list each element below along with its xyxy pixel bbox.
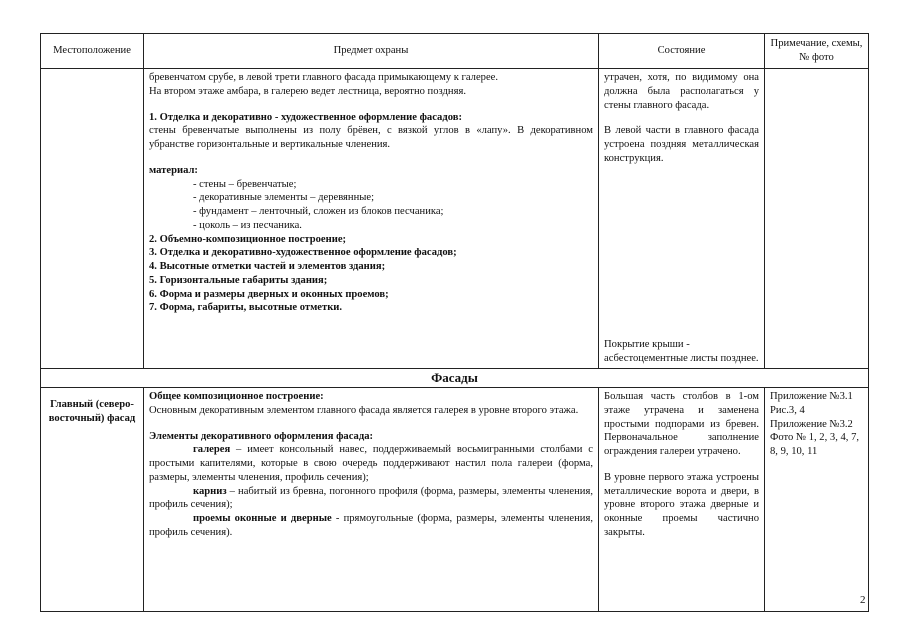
- section-row: [41, 369, 869, 388]
- subject-line: На втором этаже амбара, в галерею ведет лестница, вероятно поздняя.: [149, 85, 466, 97]
- protection-item: 3. Отделка и декоративно-художественное оформление фасадов;: [149, 247, 457, 259]
- condition-text: утрачен, хотя, по видимому она должна была располагаться у стены главного фасада.: [604, 72, 759, 111]
- note-cell-empty: [765, 69, 869, 369]
- finish-text: стены бревенчатые выполнены из полу брёвен, с вязкой углов в «лапу». В декоративном убранстве горизонтальные и вертикальные членения.: [149, 125, 593, 151]
- note-line: Приложение №3.2: [770, 418, 853, 430]
- header-condition: Состояние: [599, 34, 765, 69]
- note-line: Приложение №3.1: [770, 391, 853, 402]
- table-row: [41, 69, 869, 369]
- protection-item: 2. Объемно-композиционное построение;: [149, 233, 347, 245]
- note-line: Фото № 1, 2, 3, 4, 7, 8, 9, 10, 11: [770, 432, 860, 458]
- finish-title: 1. Отделка и декоративно - художественное оформление фасадов:: [149, 111, 462, 123]
- condition-text: В уровне первого этажа устроены металлические ворота и двери, в уровне второго этажа дверные и оконные проемы частично закрыты.: [604, 471, 759, 538]
- cornice-paragraph: [149, 485, 593, 513]
- composition-text: Основным декоративным элементом главного фасада является галерея в уровне второго этажа.: [149, 404, 579, 416]
- section-title: Фасады: [41, 369, 869, 388]
- composition-title: Общее композиционное построение:: [149, 391, 324, 402]
- location-cell-empty: [41, 69, 144, 369]
- header-note: Примечание, схемы, № фото: [765, 34, 869, 69]
- gallery-text: – имеет консольный навес, поддерживаемый восьмигранными столбами с простыми капителями, которые в свою очередь поддерживают настил пола галереи (форма, размеры, элементы членения, профиль сечения);: [149, 444, 593, 483]
- material-item: - декоративные элементы – деревянные;: [193, 192, 375, 204]
- protection-item: 7. Форма, габариты, высотные отметки.: [149, 302, 343, 314]
- condition-text: Большая часть столбов в 1-ом этаже утрачена и заменена простыми подпорами из бревен. Первоначальное заполнение ограждения галереи утрачено.: [604, 391, 759, 458]
- header-location: Местоположение: [41, 34, 144, 69]
- protection-item: 4. Высотные отметки частей и элементов здания;: [149, 261, 386, 273]
- openings-term: проемы оконные и дверные: [193, 513, 332, 525]
- cornice-text: – набитый из бревна, погонного профиля (форма, размеры, элементы членения, профиль сечения);: [149, 485, 593, 511]
- note-cell: [765, 388, 869, 612]
- decoration-title: Элементы декоративного оформления фасада:: [149, 430, 374, 442]
- protection-table: [40, 33, 869, 612]
- subject-cell: [144, 69, 599, 369]
- material-item: - цоколь – из песчаника.: [193, 219, 302, 231]
- protection-item: 6. Форма и размеры дверных и оконных проемов;: [149, 288, 389, 300]
- subject-cell: [144, 388, 599, 612]
- header-subject: Предмет охраны: [144, 34, 599, 69]
- condition-cell: [599, 388, 765, 612]
- protection-item: 5. Горизонтальные габариты здания;: [149, 274, 328, 286]
- cornice-term: карниз: [193, 485, 227, 497]
- page-number: 2: [860, 594, 866, 606]
- gallery-paragraph: [149, 443, 593, 484]
- condition-text: В левой части в главного фасада устроена поздняя металлическая конструкция.: [604, 125, 759, 164]
- gallery-term: галерея: [193, 444, 231, 456]
- condition-cell: [599, 69, 765, 369]
- openings-text: - прямоугольные (форма, размеры, элементы членения, профиль сечения).: [149, 513, 593, 538]
- location-cell: Главный (северо-восточный) фасад: [41, 388, 144, 612]
- subject-line: бревенчатом срубе, в левой трети главного фасада примыкающему к галерее.: [149, 72, 499, 83]
- table-row: [41, 388, 869, 612]
- condition-text: Покрытие крыши - асбестоцементные листы позднее.: [604, 339, 759, 365]
- header-row: [41, 34, 869, 69]
- material-title: материал:: [149, 164, 198, 176]
- material-item: - стены – бревенчатые;: [193, 178, 297, 190]
- material-item: - фундамент – ленточный, сложен из блоков песчаника;: [193, 206, 444, 218]
- openings-paragraph: [149, 512, 593, 540]
- note-line: Рис.3, 4: [770, 404, 805, 416]
